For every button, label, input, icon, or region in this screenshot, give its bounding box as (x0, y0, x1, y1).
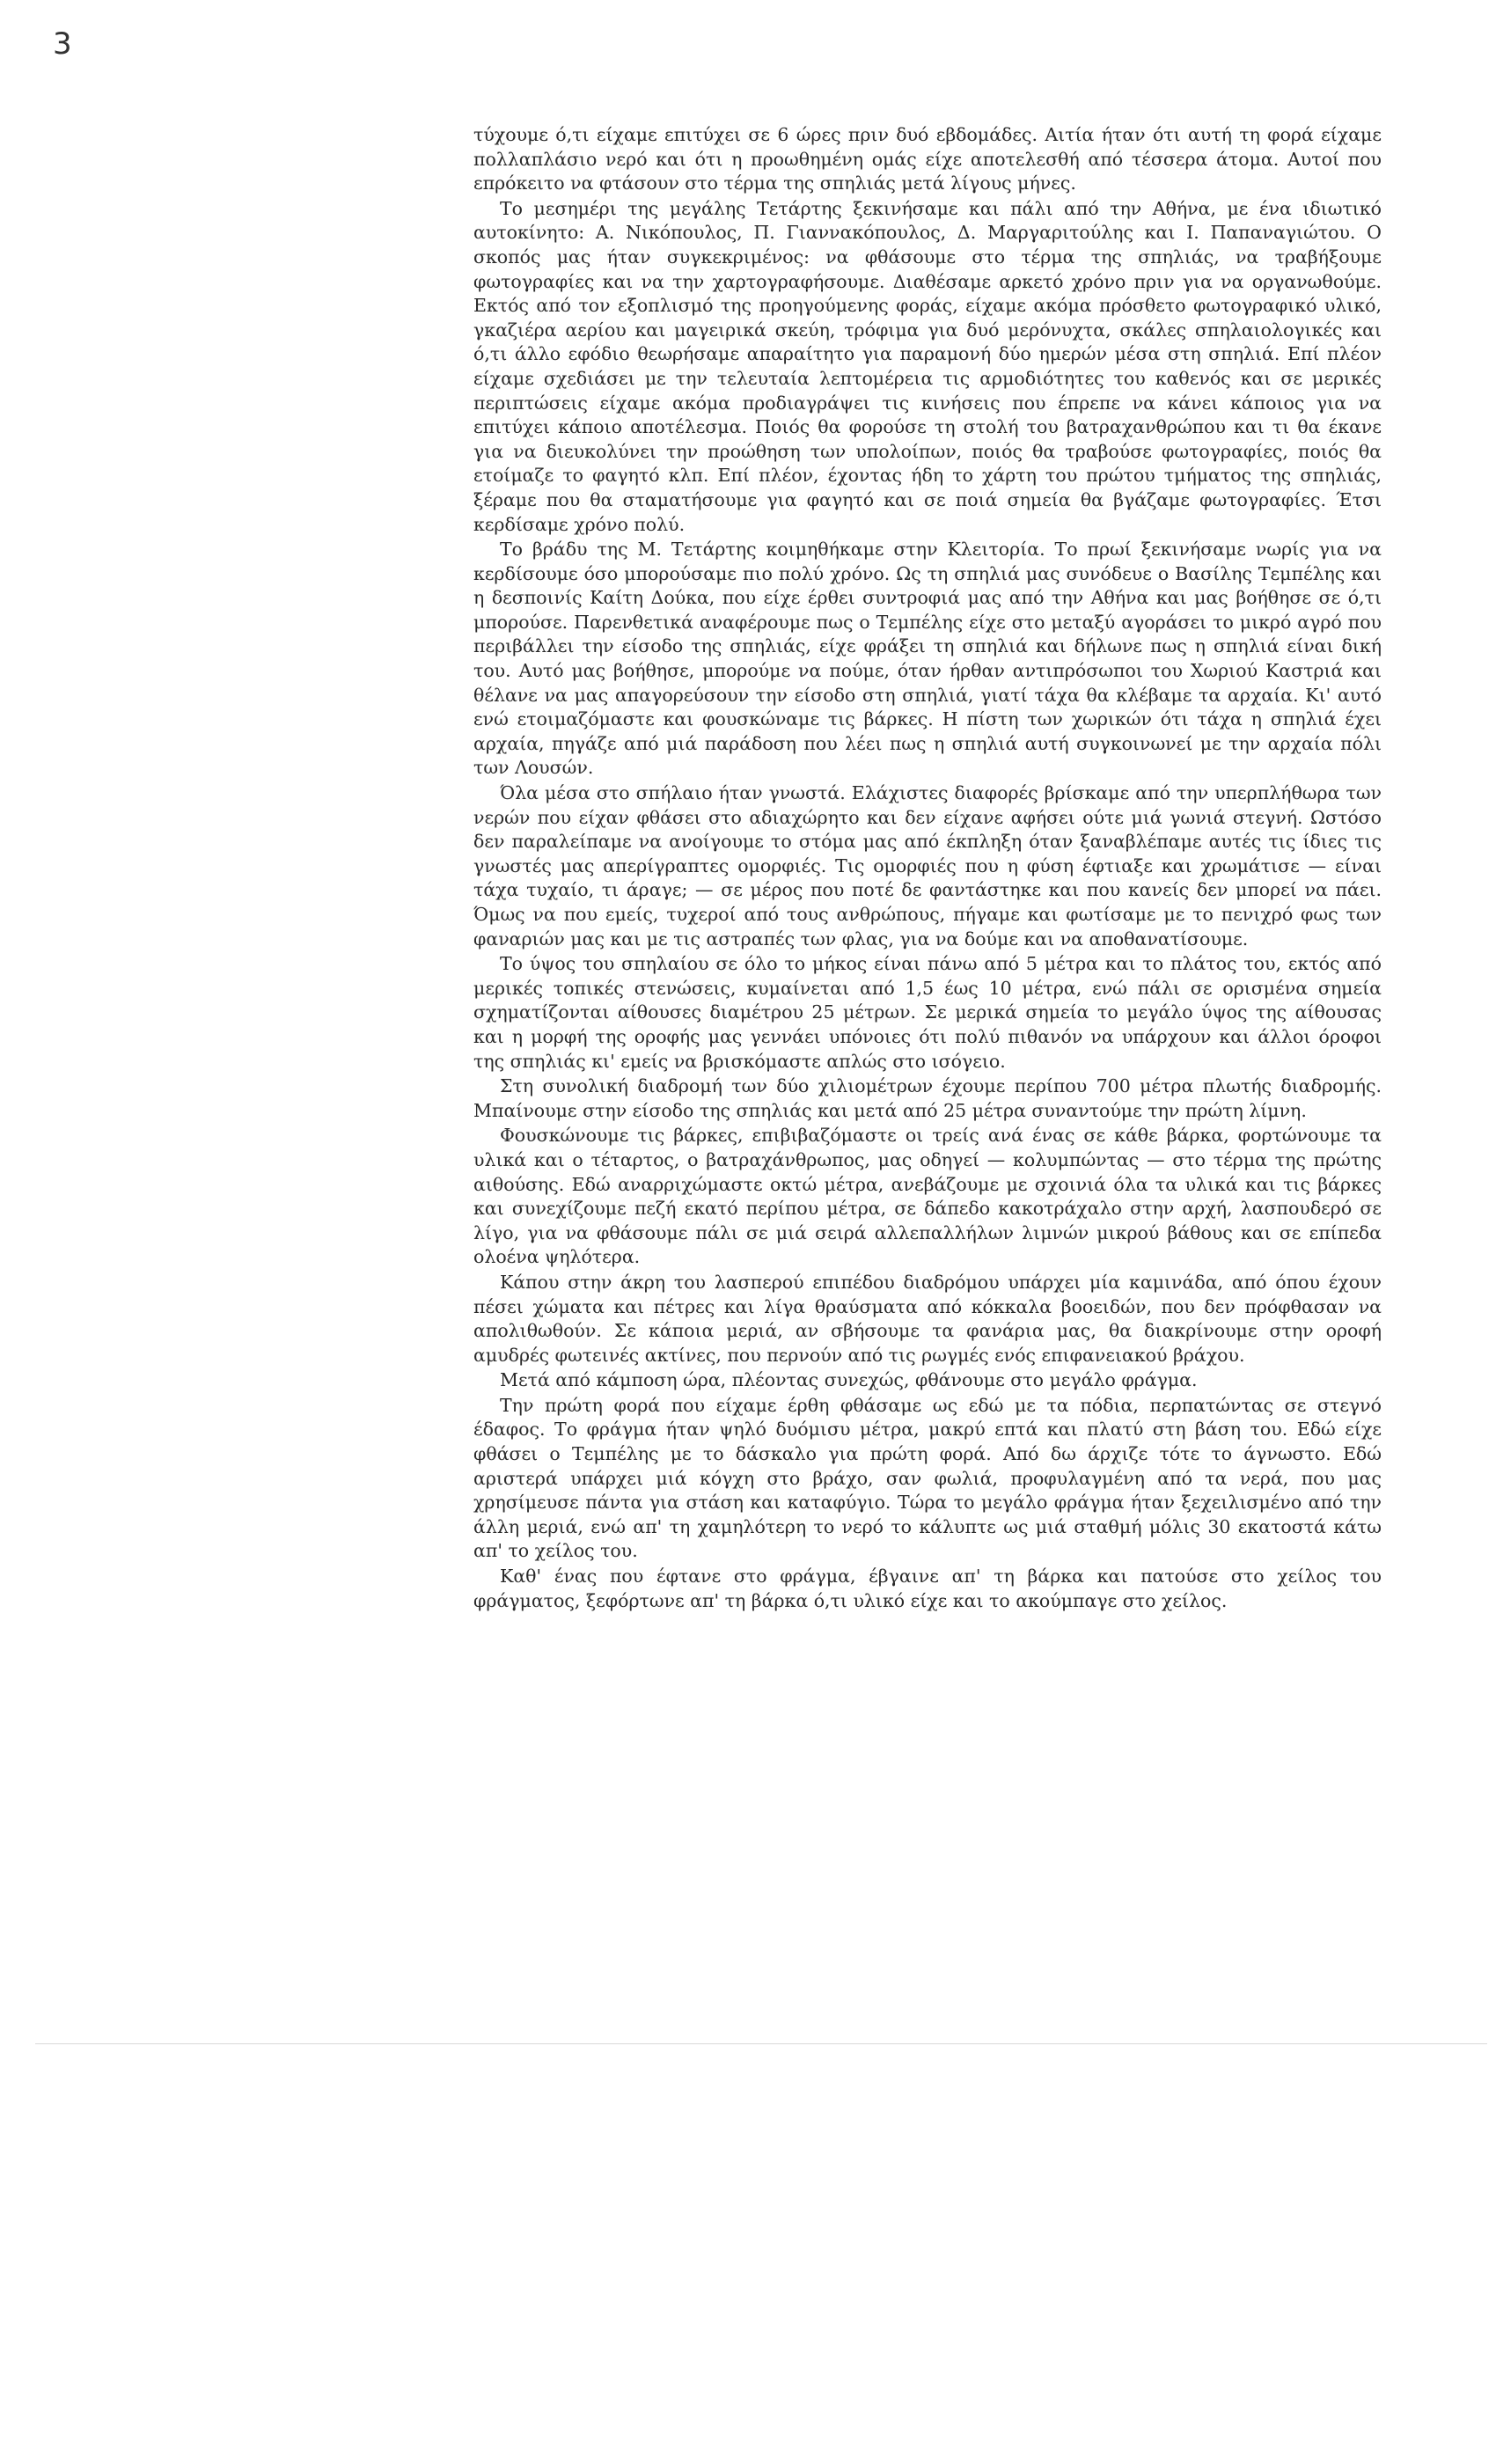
paragraph: Στη συνολική διαδρομή των δύο χιλιομέτρων έχουμε περίπου 700 μέτρα πλωτής διαδρομής. Μπαίνουμε στην είσοδο της σπηλιάς και μετά από 25 μέτρα συναντούμε την πρώτη λίμνη. (473, 1075, 1382, 1121)
paragraph: τύχουμε ό,τι είχαμε επιτύχει σε 6 ώρες πριν δυό εβδομάδες. Αιτία ήταν ότι αυτή τη φορά είχαμε πολλαπλάσιο νερό και ότι η προωθημένη ομάς είχε αποτελεσθή από τέσσερα άτομα. Αυτοί που επρόκειτο να φτάσουν στο τέρμα της σπηλιάς μετά λίγους μήνες. (473, 124, 1382, 194)
paragraph: Όλα μέσα στο σπήλαιο ήταν γνωστά. Ελάχιστες διαφορές βρίσκαμε από την υπερπλήθωρα των νερών που είχαν φθάσει στο αδιαχώρητο και δεν είχανε αφήσει ούτε μιά γωνιά στεγνή. Ωστόσο δεν παραλείπαμε να ανοίγουμε το στόμα μας από έκπληξη όταν ξαναβλέπαμε αυτές τις ίδιες τις γνωστές μας απερίγραπτες ομορφιές. Τις ομορφιές που η φύση έφτιαξε και χρωμάτισε — είναι τάχα τυχαίο, τι άραγε; — σε μέρος που ποτέ δε φαντάστηκε και που κανείς δεν μπορεί να πάει. Όμως να που εμείς, τυχεροί από τους ανθρώπους, πήγαμε και φωτίσαμε με το πενιχρό φως των φαναριών μας και με τις αστραπές των φλας, για να δούμε και να αποθανατίσουμε. (473, 782, 1382, 950)
article-body (473, 123, 1382, 1613)
paragraph: Καθ' ένας που έφτανε στο φράγμα, έβγαινε απ' τη βάρκα και πατούσε στο χείλος του φράγματος, ξεφόρτωνε απ' τη βάρκα ό,τι υλικό είχε και το ακούμπαγε στο χείλος. (473, 1566, 1382, 1611)
paragraph: Το μεσημέρι της μεγάλης Τετάρτης ξεκινήσαμε και πάλι από την Αθήνα, με ένα ιδιωτικό αυτοκίνητο: Α. Νικόπουλος, Π. Γιαννακόπουλος, Δ. Μαργαριτούλης και Ι. Παπαναγιώτου. Ο σκοπός μας ήταν συγκεκριμένος: να φθάσουμε στο τέρμα της σπηλιάς, να τραβήξουμε φωτογραφίες και να την χαρτογραφήσουμε. Διαθέσαμε αρκετό χρόνο πριν για να οργανωθούμε. Εκτός από τον εξοπλισμό της προηγούμενης φοράς, είχαμε ακόμα πρόσθετο φωτογραφικό υλικό, γκαζιέρα αερίου και μαγειρικά σκεύη, τρόφιμα για δυό μερόνυχτα, σκάλες σπηλαιολογικές και ό,τι άλλο εφόδιο θεωρήσαμε απαραίτητο για παραμονή δύο ημερών μέσα στη σπηλιά. Επί πλέον είχαμε σχεδιάσει με την τελευταία λεπτομέρεια τις αρμοδιότητες του καθενός και σε μερικές περιπτώσεις είχαμε ακόμα προδιαγράψει τις κινήσεις που έπρεπε να κάνει κάποιος για να επιτύχει κάποιο αποτέλεσμα. Ποιός θα φορούσε τη στολή του βατραχανθρώπου και τι θα έκανε για να διευκολύνει την προώθηση των υπολοίπων, ποιός θα τραβούσε φωτογραφίες, ποιός θα ετοίμαζε το φαγητό κλπ. Επί πλέον, έχοντας ήδη το χάρτη του πρώτου τμήματος της σπηλιάς, ξέραμε που θα σταματήσουμε για φαγητό και σε ποιά σημεία θα βγάζαμε φωτογραφίες. Έτσι κερδίσαμε χρόνο πολύ. (473, 197, 1382, 535)
page-edge-line (35, 2043, 1487, 2044)
paragraph: Κάπου στην άκρη του λασπερού επιπέδου διαδρόμου υπάρχει μία καμινάδα, από όπου έχουν πέσει χώματα και πέτρες και λίγα θραύσματα από κόκκαλα βοοειδών, που δεν πρόφθασαν να απολιθωθούν. Σε κάποια μεριά, αν σβήσουμε τα φανάρια μας, θα διακρίνουμε στην οροφή αμυδρές φωτεινές ακτίνες, που περνούν από τις ρωγμές ενός επιφανειακού βράχου. (473, 1271, 1382, 1366)
paragraph: Το ύψος του σπηλαίου σε όλο το μήκος είναι πάνω από 5 μέτρα και το πλάτος του, εκτός από μερικές τοπικές στενώσεις, κυμαίνεται από 1,5 έως 10 μέτρα, ενώ πάλι σε ορισμένα σημεία σχηματίζονται αίθουσες διαμέτρου 25 μέτρων. Σε μερικά σημεία το μεγάλο ύψος της αίθουσας και η μορφή της οροφής μας γεννάει υπόνοιες ότι πολύ πιθανόν να υπάρχουν και άλλοι όροφοι της σπηλιάς κι' εμείς να βρισκόμαστε απλώς στο ισόγειο. (473, 953, 1382, 1072)
page-number: 3 (53, 26, 72, 62)
paragraph: Την πρώτη φορά που είχαμε έρθη φθάσαμε ως εδώ με τα πόδια, περπατώντας σε στεγνό έδαφος. Το φράγμα ήταν ψηλό δυόμισυ μέτρα, μακρύ επτά και πλατύ στη βάση του. Εδώ είχε φθάσει ο Τεμπέλης με το δάσκαλο για πρώτη φορά. Από δω άρχιζε τότε το άγνωστο. Εδώ αριστερά υπάρχει μιά κόγχη στο βράχο, σαν φωλιά, προφυλαγμένη από τα νερά, που μας χρησίμευσε πάντα για στάση και καταφύγιο. Τώρα το μεγάλο φράγμα ήταν ξεχειλισμένο από την άλλη μεριά, ενώ απ' τη χαμηλότερη το νερό το κάλυπτε ως μιά σταθμή μόλις 30 εκατοστά κάτω απ' το χείλος του. (473, 1394, 1382, 1562)
paragraph: Μετά από κάμποση ώρα, πλέοντας συνεχώς, φθάνουμε στο μεγάλο φράγμα. (500, 1369, 1198, 1391)
paragraph: Το βράδυ της Μ. Τετάρτης κοιμηθήκαμε στην Κλειτορία. Το πρωί ξεκινήσαμε νωρίς για να κερδίσουμε όσο μπορούσαμε πιο πολύ χρόνο. Ως τη σπηλιά μας συνόδευε ο Βασίλης Τεμπέλης και η δεσποινίς Καίτη Δούκα, που είχε έρθει συντροφιά μας από την Αθήνα και μας βοήθησε σε ό,τι μπορούσε. Παρενθετικά αναφέρουμε πως ο Τεμπέλης είχε στο μεταξύ αγοράσει το μικρό αγρό που περιβάλλει την είσοδο της σπηλιάς, είχε φράξει τη σπηλιά και δήλωνε πως η σπηλιά είναι δική του. Αυτό μας βοήθησε, μπορούμε να πούμε, όταν ήρθαν αντιπρόσωποι του Χωριού Καστριά και θέλανε να μας απαγορεύσουν την είσοδο στη σπηλιά, γιατί τάχα θα κλέβαμε τα αρχαία. Κι' αυτό ενώ ετοιμαζόμαστε και φουσκώναμε τις βάρκες. Η πίστη των χωρικών ότι τάχα η σπηλιά έχει αρχαία, πηγάζε από μιά παράδοση που λέει πως η σπηλιά αυτή συγκοινωνεί με την αρχαία πόλι των Λουσών. (473, 539, 1382, 779)
paragraph: Φουσκώνουμε τις βάρκες, επιβιβαζόμαστε οι τρείς ανά ένας σε κάθε βάρκα, φορτώνουμε τα υλικά και ο τέταρτος, ο βατραχάνθρωπος, μας οδηγεί — κολυμπώντας — στο τέρμα της πρώτης αιθούσης. Εδώ αναρριχώμαστε οκτώ μέτρα, ανεβάζουμε με σχοινιά όλα τα υλικά και τις βάρκες και συνεχίζουμε πεζή εκατό περίπου μέτρα, σε δάπεδο κακοτράχαλο στην αρχή, λασπουδερό σε λίγο, για να φθάσουμε πάλι σε μιά σειρά αλλεπαλλήλων λιμνών μικρού βάθους και σε επίπεδα ολοένα ψηλότερα. (473, 1125, 1382, 1268)
